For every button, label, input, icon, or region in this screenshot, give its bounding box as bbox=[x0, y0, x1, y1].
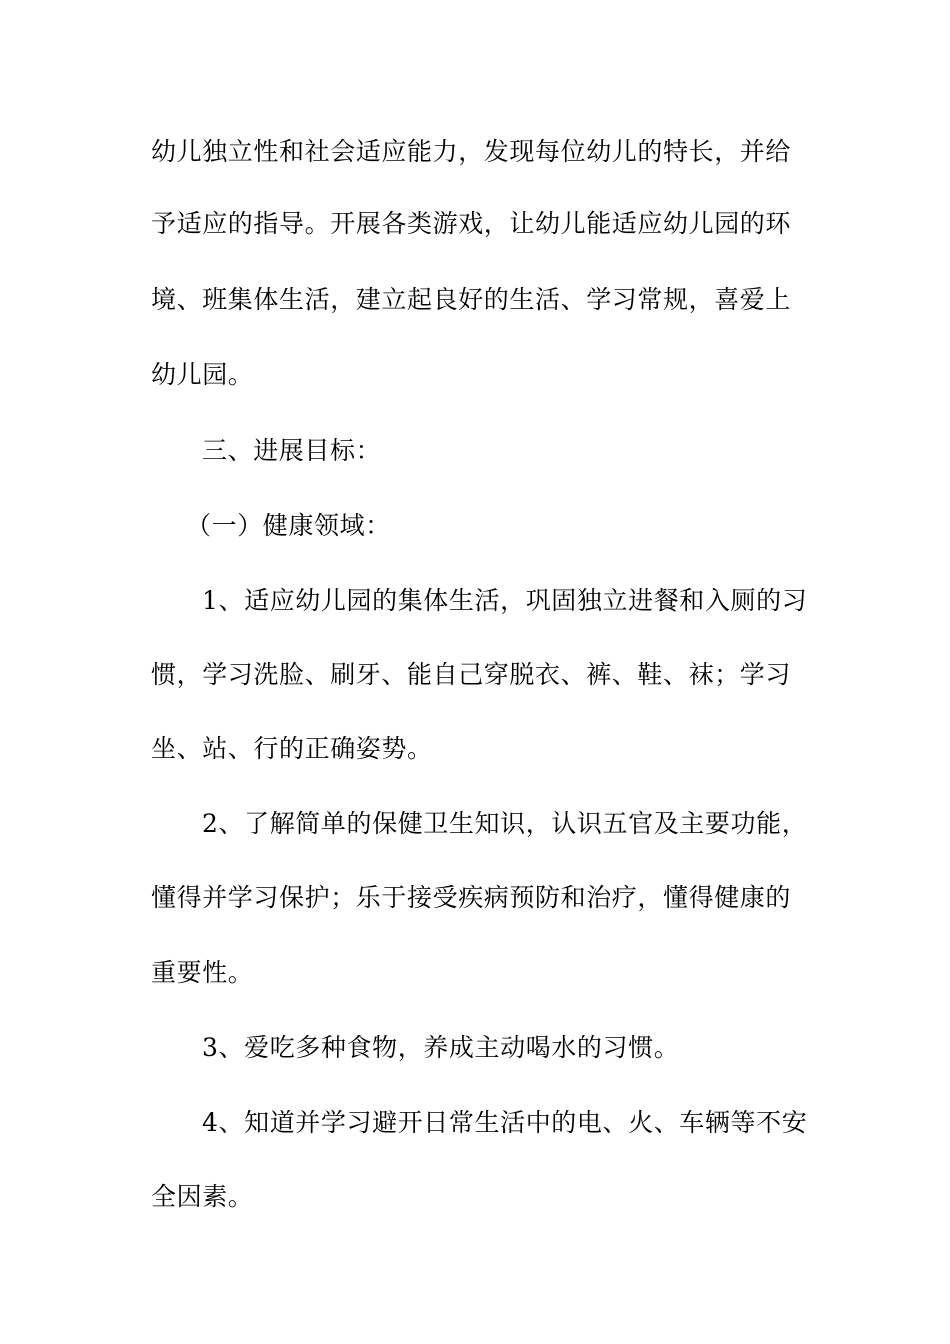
text-line: 2、了解简单的保健卫生知识，认识五官及主要功能， bbox=[202, 809, 808, 838]
text-line: 1、适应幼儿园的集体生活，巩固独立进餐和入厕的习 bbox=[202, 586, 808, 615]
text-line: 幼儿独立性和社会适应能力，发现每位幼儿的特长，并给 bbox=[151, 137, 792, 166]
text-line: 坐、站、行的正确姿势。 bbox=[151, 734, 433, 763]
subsection-heading: （一）健康领域： bbox=[186, 511, 391, 540]
text-line: 懂得并学习保护；乐于接受疾病预防和治疗，懂得健康的 bbox=[151, 883, 792, 912]
text-line: 3、爱吃多种食物，养成主动喝水的习惯。 bbox=[202, 1033, 680, 1062]
text-line: 重要性。 bbox=[151, 958, 254, 987]
text-line: 全因素。 bbox=[151, 1182, 254, 1211]
text-line: 4、知道并学习避开日常生活中的电、火、车辆等不安 bbox=[202, 1108, 808, 1137]
text-line: 境、班集体生活，建立起良好的生活、学习常规，喜爱上 bbox=[151, 285, 792, 314]
text-line: 幼儿园。 bbox=[151, 360, 254, 389]
text-line: 惯，学习洗脸、刷牙、能自己穿脱衣、裤、鞋、袜；学习 bbox=[151, 660, 792, 689]
text-line: 予适应的指导。开展各类游戏，让幼儿能适应幼儿园的环 bbox=[151, 209, 792, 238]
section-heading: 三、进展目标： bbox=[202, 436, 382, 465]
